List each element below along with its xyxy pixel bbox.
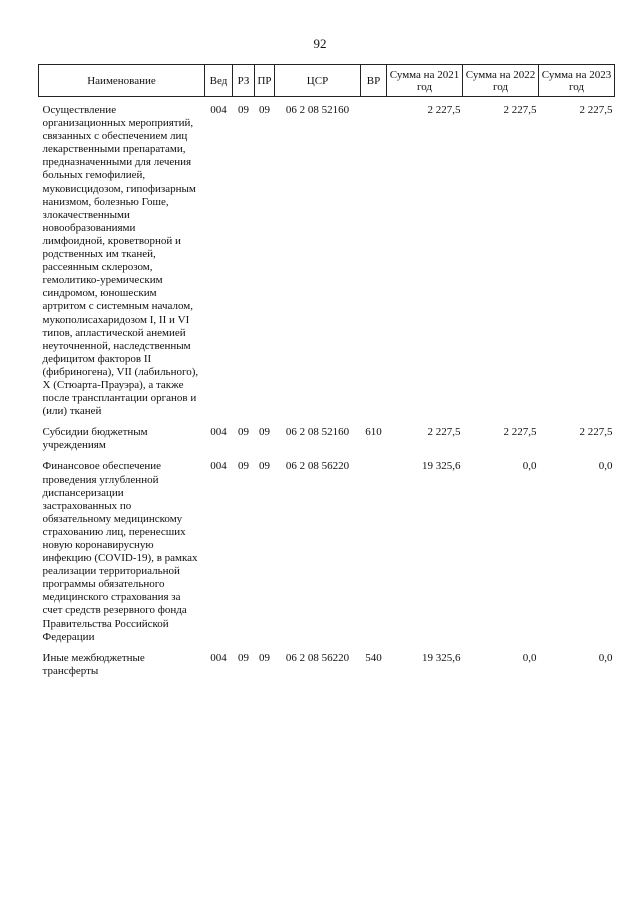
row-sum-2021: 19 325,6 — [422, 460, 461, 473]
header-pr: ПР — [255, 65, 275, 97]
row-name: Иные межбюджетные трансферты — [42, 651, 145, 677]
row-csr: 06 2 08 52160 — [285, 426, 350, 439]
row-pr: 09 — [259, 104, 270, 116]
table-row — [39, 103, 615, 419]
row-vr: 540 — [365, 651, 382, 664]
row-rz: 09 — [238, 104, 249, 116]
row-name: Субсидии бюджетным учреждениям — [42, 426, 148, 452]
header-rz: РЗ — [233, 65, 255, 97]
row-ved: 004 — [210, 460, 227, 473]
header-sum-2023: Сумма на 2023 год — [539, 65, 615, 97]
row-sum-2023: 0,0 — [598, 460, 613, 473]
row-sum-2022: 0,0 — [522, 460, 537, 473]
table-row — [39, 651, 615, 679]
header-name: Наименование — [39, 65, 205, 97]
row-rz: 09 — [238, 426, 249, 439]
header-vr: ВР — [361, 65, 387, 97]
header-csr: ЦСР — [275, 65, 361, 97]
row-vr — [361, 103, 387, 419]
row-ved: 004 — [210, 426, 227, 439]
row-pr: 09 — [259, 651, 270, 664]
row-sum-2021: 19 325,6 — [422, 651, 461, 664]
row-sum-2022: 0,0 — [522, 651, 537, 664]
page-number: 92 — [313, 36, 327, 51]
row-name: Осуществление организационных мероприятий, связанных с обеспечением лиц лекарственными препаратами, предназначенными для лечения больных гемофилией, муковисцидозом, гипофизарным нанизмом, болезнью Гоше, злокачественными новообразованиями лимфоидной, кроветворной и родственных им тканей, рассеянным склерозом, гемолитико-уремическим синдромом, юношеским артритом с системным началом, мукополисахаридозом I, II и VI типов, апластической анемией неуточненной, наследственным дефицитом факторов II (фибриногена), VII (лабильного), X (Стюарта-Прауэра), а также после трансплантации органов и (или) тканей — [42, 104, 199, 418]
header-ved: Вед — [205, 65, 233, 97]
header-sum-2022: Сумма на 2022 год — [463, 65, 539, 97]
row-pr: 09 — [259, 460, 270, 473]
row-pr: 09 — [259, 426, 270, 439]
header-sum-2021: Сумма на 2021 год — [387, 65, 463, 97]
row-sum-2022: 2 227,5 — [503, 426, 537, 439]
row-ved: 004 — [210, 651, 227, 664]
row-vr: 610 — [365, 426, 382, 439]
row-csr: 06 2 08 56220 — [285, 651, 350, 664]
row-ved: 004 — [210, 104, 227, 116]
row-vr — [361, 459, 387, 644]
row-sum-2021: 2 227,5 — [427, 426, 461, 439]
table-header-row — [39, 65, 615, 97]
row-sum-2023: 2 227,5 — [579, 104, 613, 116]
row-sum-2022: 2 227,5 — [503, 104, 537, 116]
row-csr: 06 2 08 52160 — [285, 104, 350, 116]
row-sum-2023: 2 227,5 — [579, 426, 613, 439]
row-name: Финансовое обеспечение проведения углубленной диспансеризации застрахованных по обязательному медицинскому страхованию лиц, перенесших новую коронавирусную инфекцию (COVID-19), в рамках реализации территориальной программы обязательного медицинского страхования за счет средств резервного фонда Правительства Российской Федерации — [42, 460, 198, 643]
row-sum-2023: 0,0 — [598, 651, 613, 664]
table-row — [39, 425, 615, 453]
row-rz: 09 — [238, 651, 249, 664]
row-csr: 06 2 08 56220 — [285, 460, 350, 473]
table-row — [39, 459, 615, 644]
row-rz: 09 — [238, 460, 249, 473]
row-sum-2021: 2 227,5 — [427, 104, 461, 116]
budget-table — [38, 64, 615, 679]
